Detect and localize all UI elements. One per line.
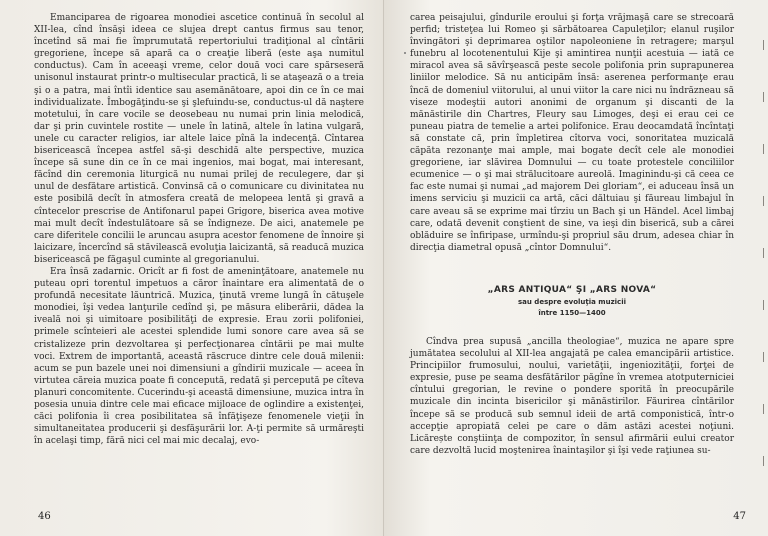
edge-mark bbox=[759, 196, 764, 206]
left-page-number: 46 bbox=[38, 511, 51, 522]
left-page-text bbox=[34, 12, 364, 447]
left-paragraph-1: Emanciparea de rigoarea monodiei ascetice continuă în secolul al XII-lea, cînd însăşi ideea ce slujea drept cantus firmus sau tenor, încetînd să mai fie împrumutată repertoriului tradiţional al cîntării gregoriene, începe să apară ca o creaţie liberă (este aşa numitul conductus). Cam în aceeaşi vreme, celor două voci care spărseseră unisonul instaurat printr-o multisecular practică, li se ataşează o a treia şi o a patra, mai întîi identice sau asemănătoare, apoi din ce în ce mai individualizate. Îmbogăţindu-se şi şlefuindu-se, conductus-ul dă naştere motetului, în care vocile se deosebeau nu numai prin linia melodică, dar şi prin cuvintele rostite — unele în latină, altele în latina vulgară, unele cu caracter religios, iar altele laice pînă la indecenţă. Cîntarea bisericească începea astfel să-şi deschidă alte perspective, muzica începe să sune din ce în ce mai ingenios, mai bogat, mai interesant, făcînd din ceremonia liturgică nu numai prilej de reculegere, dar şi unul de desfătare artistică. Convinsă că o comunicare cu divinitatea nu este posibilă decît în atmosfera creată de melopeea lentă şi gravă a cîntecelor prescrise de Antifonarul papei Grigore, biserica avea motive mai mult decît îndestulătoare să se îndigneze. De aici, anatemele pe care diferitele concilii le aruncau asupra acestor fenomene de înnoire şi laicizare, încercînd să stăvilească evoluţia laicizantă, să readucă muzica bisericească pe făgaşul cuminte al gregorianului. bbox=[34, 13, 364, 265]
edge-mark bbox=[759, 144, 764, 154]
edge-mark bbox=[759, 404, 764, 414]
page-edge-marks bbox=[758, 40, 764, 500]
edge-mark bbox=[759, 92, 764, 102]
right-page bbox=[384, 0, 768, 536]
edge-mark bbox=[759, 300, 764, 310]
print-speck bbox=[404, 52, 406, 54]
right-section-paragraph-1: Cîndva prea supusă „ancilla theologiae“, muzica ne apare spre jumătatea secolului al XII-lea angajată pe calea emancipării artistice. Principiilor frumosului, noului, varietăţii, ingeniozităţii, forţei de expresie, puse pe seama desfătărilor păgîne în vremea atotputerniciei cîntului gregorian, le revine o pondere sporită în preocupările muzicale din incinta bisericilor şi mănăstirilor. Făurirea cîntărilor începe să se producă sub semnul ideii de artă componistică, într-o accepţie apropiată celei pe care o dăm astăzi acestei noţiuni. Licărește conştiinţa de compozitor, în sensul afirmării eului creator care dezvoltă lucid moştenirea înaintaşilor şi îşi vede raţiunea su- bbox=[410, 336, 734, 456]
edge-mark bbox=[759, 248, 764, 258]
edge-mark bbox=[759, 352, 764, 362]
edge-mark bbox=[759, 456, 764, 466]
right-page-text bbox=[410, 12, 734, 457]
section-subtitle-line1: sau despre evoluţia muzicii bbox=[518, 297, 626, 306]
section-spacer bbox=[410, 318, 734, 336]
right-page-number: 47 bbox=[733, 511, 746, 522]
right-paragraph-1: carea peisajului, gîndurile eroului şi forţa vrăjmaşă care se strecoară perfid; tristeţea lui Romeo şi sărbătoarea Capuleţilor; elanul ruşilor învingători şi deprimarea oştilor napoleoniene în retragere; marşul funebru al locotenentului Kije şi amintirea nunţii acestuia — iată ce miracol avea să săvîrşească peste secole polifonia prin suprapunerea liniilor melodice. Să nu anticipăm însă: aserenea performanţe erau încă de domeniul viitorului, al unui viitor la care nici nu îndrăzneau să viseze modeştii autori anonimi de organum şi discanti de la mănăstirile din Chartres, Fleury sau Limoges, deşi ei erau cei ce puneau piatra de temelie a artei polifonice. Erau deocamdată încîntaţi să constate că, prin împletirea cîtorva voci, sonoritatea muzicală căpăta rezonanţe mai ample, mai bogate decît cele ale monodiei gregoriene, iar slăvirea Domnului — cu toate protestele conciliilor ecumenice — o şi mai strălucitoare aureolă. Imaginindu-şi că ceea ce fac este numai şi numai „ad majorem Dei gloriam“, ei aduceau însă un imens serviciu şi muzicii ca artă, căci dăltuiau şi făureau limbajul în care aveau să se exprime mai tîrziu un Bach şi un Händel. Acel limbaj care, odată devenit conştient de sine, va ieşi din biserică, sub a cărei oblăduire se înfiripase, urmîndu-şi propriul său drum, adesea chiar în direcţia diametral opusă „cîntor Domnului“. bbox=[410, 13, 734, 253]
section-title: „ARS ANTIQUA“ ŞI „ARS NOVA“ bbox=[487, 284, 657, 295]
edge-mark bbox=[759, 40, 764, 50]
left-paragraph-2: Era însă zadarnic. Oricît ar fi fost de ameninţătoare, anatemele nu puteau opri torentul impetuos a căror înaintare era alimentată de o profundă necesitate lăuntrică. Muzica, ţinută vreme lungă în cătuşele monodiei, îşi vedea lanţurile cedînd şi, pe măsura eliberării, dădea la iveală noi şi uimitoare posibilităţi de expresie. Erau zorii polifoniei, primele scînteieri ale acestei splendide lumi sonore care avea să se cristalizeze prin dezvoltarea şi perfecţionarea cîntării pe mai multe voci. Extrem de importantă, această răscruce dintre cele două milenii: acum se pun bazele unei noi dimensiuni a gîndirii muzicale — aceea în virtutea căreia muzica poate fi concepută, redată şi percepută pe cîteva planuri concomitente. Cucerindu-şi această dimensiune, muzica intra în posesia unuia dintre cele mai eficace mijloace de oglindire a existenţei, căci polifonia îi crea posibilitatea să înfăţişeze fenomenele vieţii în simultaneitatea producerii şi desfăşurării lor. A-ţi permite să urmăreşti în acelaşi timp, fără nici cel mai mic decalaj, evo- bbox=[34, 266, 364, 447]
section-subtitle-line2: între 1150—1400 bbox=[538, 308, 606, 317]
